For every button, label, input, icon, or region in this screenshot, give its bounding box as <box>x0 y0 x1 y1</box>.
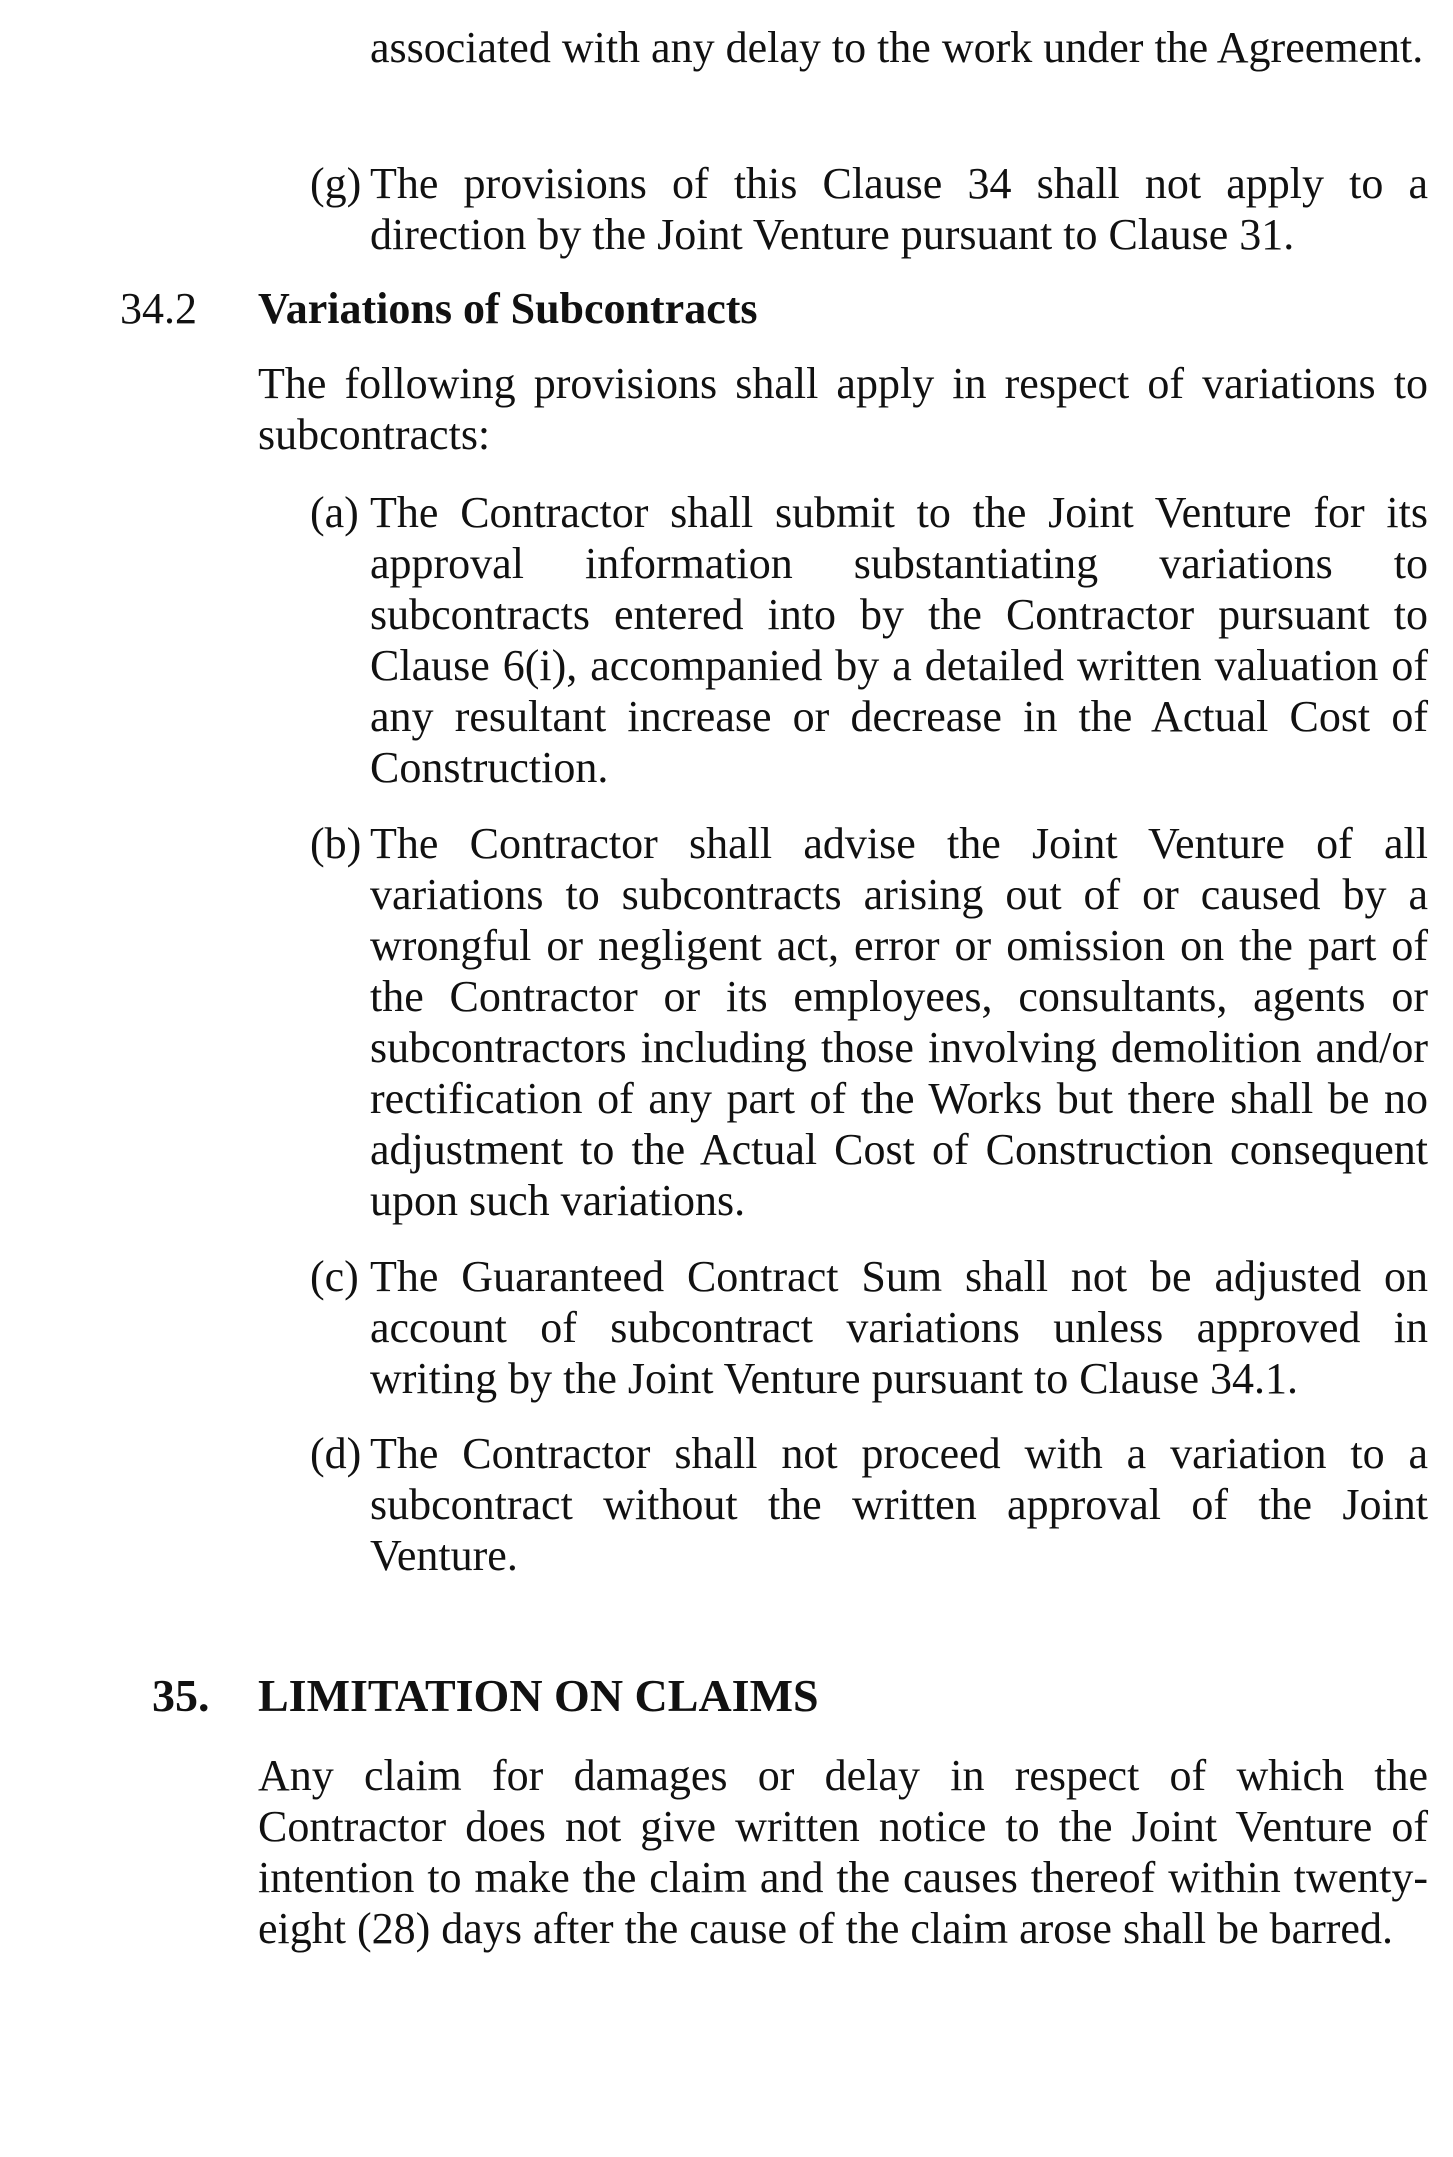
item-b-text: The Contractor shall advise the Joint Venture of all variations to subcontracts arising out of or caused by a wrongful or negligent act, error or omission on the part of the Contractor or its employees, consultants, agents or subcontractors including those involving demolition and/or rectification of any part of the Works but there shall be no adjustment to the Actual Cost of Construction consequent upon such variations. <box>370 819 1428 1225</box>
item-g-label: (g) <box>310 159 362 208</box>
item-a-label: (a) <box>310 488 359 537</box>
section-35-text: Any claim for damages or delay in respect of which the Contractor does not give written notice to the Joint Venture of intention to make the claim and the causes thereof within twenty-eight (28) days after the cause of the claim arose shall be barred. <box>258 1751 1428 1953</box>
item-b-label: (b) <box>310 819 362 868</box>
item-c-label: (c) <box>310 1252 359 1301</box>
item-c-text: The Guaranteed Contract Sum shall not be adjusted on account of subcontract variations unless approved in writing by the Joint Venture pursuant to Clause 34.1. <box>370 1252 1428 1403</box>
section-35-title: LIMITATION ON CLAIMS <box>258 1670 819 1721</box>
continuation-paragraph: associated with any delay to the work under the Agreement. <box>370 23 1424 72</box>
item-a-text: The Contractor shall submit to the Joint Venture for its approval information substantiating variations to subcontracts entered into by the Contractor pursuant to Clause 6(i), accompanied by a detailed written valuation of any resultant increase or decrease in the Actual Cost of Construction. <box>370 488 1428 792</box>
item-g-text: The provisions of this Clause 34 shall not apply to a direction by the Joint Venture pursuant to Clause 31. <box>370 159 1428 259</box>
section-34-2-intro: The following provisions shall apply in respect of variations to subcontracts: <box>258 359 1428 459</box>
section-35-number: 35. <box>152 1670 210 1721</box>
section-34-2-number: 34.2 <box>120 284 197 333</box>
section-34-2-title: Variations of Subcontracts <box>258 284 758 333</box>
item-d-label: (d) <box>310 1429 362 1478</box>
item-d-text: The Contractor shall not proceed with a variation to a subcontract without the written approval of the Joint Venture. <box>370 1429 1428 1580</box>
